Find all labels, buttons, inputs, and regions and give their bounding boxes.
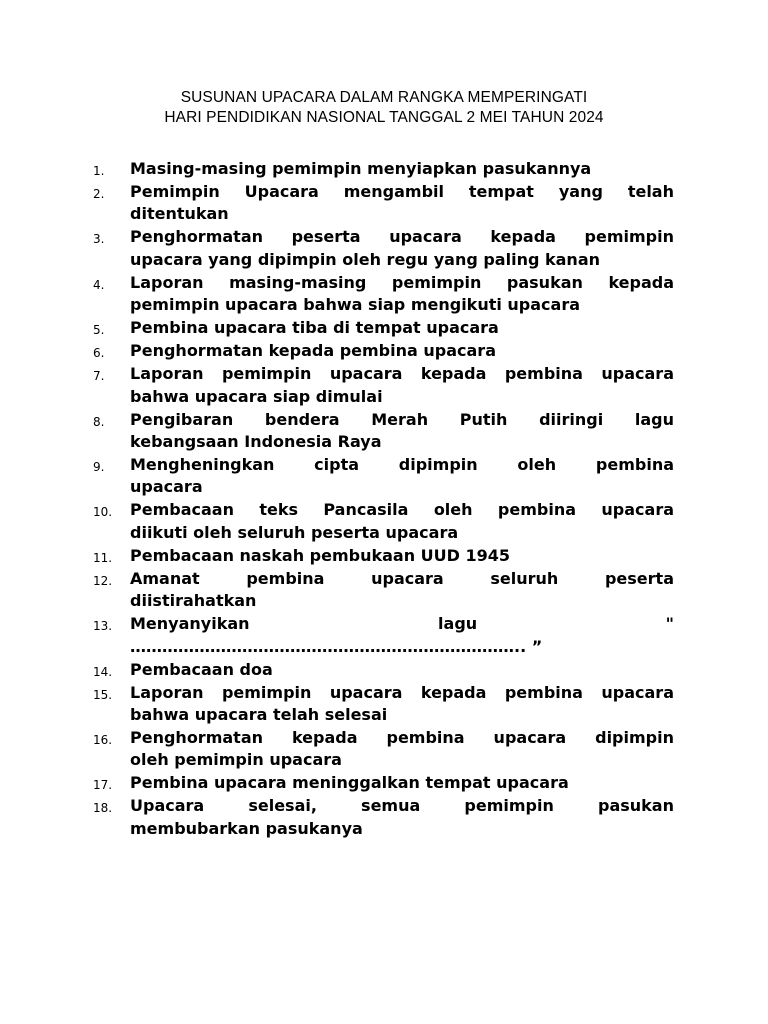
ceremony-step: [0, 317, 768, 339]
step-text-line: Masing-masing pemimpin menyiapkan pasukannya: [130, 159, 592, 178]
ceremony-step: [0, 613, 768, 658]
step-text-line: bahwa upacara telah selesai: [130, 705, 388, 725]
ceremony-step: [0, 340, 768, 362]
step-text-line: Pengibaran bendera Merah Putih diiringi lagu: [130, 409, 674, 429]
step-text-line: Penghormatan peserta upacara kepada pemimpin: [130, 227, 674, 247]
step-text-line: Menyanyikan lagu ": [130, 614, 674, 634]
step-number: 17.: [93, 778, 113, 793]
step-number: 18.: [93, 801, 113, 816]
document-title-line-2: HARI PENDIDIKAN NASIONAL TANGGAL 2 MEI TAHUN 2024: [164, 109, 604, 126]
step-text-line: Laporan pemimpin upacara kepada pembina upacara: [130, 682, 674, 702]
step-text-line: Pemimpin Upacara mengambil tempat yang telah: [130, 182, 674, 201]
step-number: 8.: [93, 414, 105, 429]
ceremony-step: [0, 795, 768, 840]
step-text-line: oleh pemimpin upacara: [130, 750, 342, 770]
step-number: 9.: [93, 460, 105, 475]
step-text-line: Upacara selesai, semua pemimpin pasukan: [130, 796, 674, 816]
step-number: 14.: [93, 664, 113, 679]
ceremony-step: [0, 226, 768, 271]
ceremony-step: [0, 181, 768, 226]
ceremony-step: [0, 363, 768, 408]
step-text-line: Pembina upacara tiba di tempat upacara: [130, 318, 499, 338]
step-text-line: Amanat pembina upacara seluruh peserta: [130, 568, 674, 588]
step-text-line: kebangsaan Indonesia Raya: [130, 432, 382, 452]
step-text-line: membubarkan pasukanya: [130, 818, 363, 838]
document-title-line-1: SUSUNAN UPACARA DALAM RANGKA MEMPERINGATI: [180, 89, 588, 106]
ceremony-step: [0, 682, 768, 727]
step-text-line: Pembina upacara meninggalkan tempat upacara: [130, 773, 569, 793]
ceremony-steps-list: [0, 158, 768, 841]
ceremony-step: [0, 454, 768, 499]
step-number: 6.: [93, 346, 105, 361]
step-text-line: pemimpin upacara bahwa siap mengikuti upacara: [130, 295, 581, 315]
step-text-line: Mengheningkan cipta dipimpin oleh pembina: [130, 455, 674, 475]
step-text-line: ditentukan: [130, 204, 229, 224]
ceremony-step: [0, 499, 768, 544]
step-text-line: Laporan pemimpin upacara kepada pembina upacara: [130, 364, 674, 384]
step-text-line: Pembacaan doa: [130, 659, 273, 679]
step-text-line: Laporan masing-masing pemimpin pasukan kepada: [130, 272, 674, 292]
step-text-line: ……………………………………………………………….. ”: [130, 636, 543, 656]
step-text-line: Pembacaan naskah pembukaan UUD 1945: [130, 545, 511, 565]
ceremony-step: [0, 272, 768, 317]
ceremony-step: [0, 545, 768, 567]
ceremony-step: [0, 659, 768, 681]
step-number: 3.: [93, 232, 105, 247]
step-number: 11.: [93, 550, 113, 565]
step-number: 4.: [93, 277, 105, 292]
step-text-line: upacara yang dipimpin oleh regu yang paling kanan: [130, 249, 600, 269]
step-number: 10.: [93, 505, 113, 520]
step-number: 12.: [93, 573, 113, 588]
step-number: 13.: [93, 619, 113, 634]
ceremony-step: [0, 158, 768, 180]
step-text-line: Pembacaan teks Pancasila oleh pembina upacara: [130, 500, 674, 520]
ceremony-step: [0, 568, 768, 613]
step-text-line: diikuti oleh seluruh peserta upacara: [130, 522, 459, 542]
step-number: 1.: [93, 164, 105, 178]
step-number: 15.: [93, 687, 113, 702]
step-text-line: upacara: [130, 477, 203, 497]
step-number: 16.: [93, 733, 113, 748]
step-text-line: Penghormatan kepada pembina upacara: [130, 341, 496, 361]
step-number: 7.: [93, 369, 105, 384]
ceremony-step: [0, 727, 768, 772]
step-text-line: bahwa upacara siap dimulai: [130, 386, 383, 406]
ceremony-step: [0, 772, 768, 794]
step-text-line: diistirahatkan: [130, 591, 257, 611]
ceremony-step: [0, 409, 768, 454]
document-title: [0, 88, 768, 128]
step-number: 5.: [93, 323, 105, 338]
step-number: 2.: [93, 187, 105, 201]
step-text-line: Penghormatan kepada pembina upacara dipimpin: [130, 728, 674, 748]
